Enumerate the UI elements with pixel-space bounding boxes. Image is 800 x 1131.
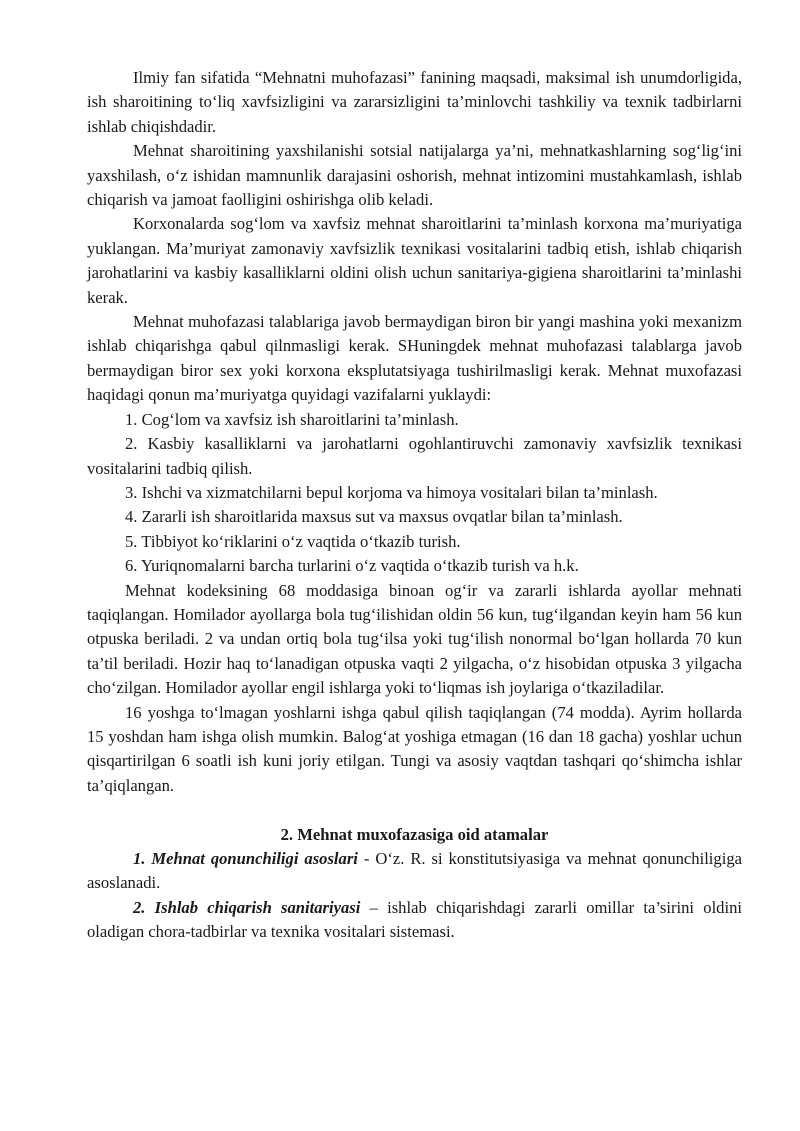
definition-term: 2. Ishlab chiqarish sanitariyasi: [133, 897, 361, 917]
paragraph: 16 yoshga to‘lmagan yoshlarni ishga qabul qilish taqiqlangan (74 modda). Ayrim hollarda 15 yoshdan ham ishga olish mumkin. Balog‘at yoshiga etmagan (16 dan 18 gacha) yoshlar uchun qisqartirilgan 6 soatli ish kuni joriy etilgan. Tungi va asosiy vaqtdan tashqari qo‘shimcha ishlar ta’qiqlangan.: [87, 702, 742, 795]
list-item: 6. Yuriqnomalarni barcha turlarini o‘z vaqtida o‘tkazib turish va h.k.: [125, 556, 579, 576]
definition-item: [87, 847, 742, 896]
list-item: 3. Ishchi va xizmatchilarni bepul korjoma va himoya vositalari bilan ta’minlash.: [125, 482, 658, 502]
paragraph: Ilmiy fan sifatida “Mehnatni muhofazasi” fanining maqsadi, maksimal ish unumdorligida, ish sharoitining to‘liq xavfsizligini va zararsizligini ta’minlovchi tashkiliy va texnik tadbirlarni ishlab chiqishdadir.: [87, 68, 742, 136]
list-item: 2. Kasbiy kasalliklarni va jarohatlarni ogohlantiruvchi zamonaviy xavfsizlik texnikasi vositalarini tadbiq qilish.: [87, 434, 742, 478]
definition-text: – ishlab chiqarishdagi zararli omillar ta’sirini oldini oladigan chora-tadbirlar va texnika vositalari sistemasi.: [87, 897, 742, 942]
paragraph: Mehnat muhofazasi talablariga javob bermaydigan biron bir yangi mashina yoki mexanizm ishlab chiqarishga qabul qilnmasligi kerak. SHuningdek mehnat muhofazasi talablarga javob bermaydigan biror sex yoki korxona eksplutatsiyaga tushirilmasligi kerak. Mehnat muxofazasi haqidagi qonun ma’muriyatga quyidagi vazifalarni yuklaydi:: [87, 312, 742, 405]
definition-text: - O‘z. R. si konstitutsiyasiga va mehnat qonunchiligiga asoslanadi.: [87, 848, 742, 893]
definition-item: [87, 896, 742, 945]
paragraph: Mehnat kodeksining 68 moddasiga binoan og‘ir va zararli ishlarda ayollar mehnati taqiqlangan. Homilador ayollarga bola tug‘ilishidan oldin 56 kun, tug‘ilgandan keyin ham 56 kun otpuska beriladi. 2 va undan ortiq bola tug‘ilsa yoki tug‘ilish nonormal bo‘lgan hollarda 70 kun ta’til beriladi. Hozir haq to‘lanadigan otpuska vaqti 2 yilgacha, o‘z hisobidan otpuska 3 yilgacha cho‘zilgan. Homilador ayollar engil ishlarga yoki to‘liqmas ish joylariga o‘tkaziladilar.: [87, 580, 742, 698]
list-item: 5. Tibbiyot ko‘riklarini o‘z vaqtida o‘tkazib turish.: [125, 531, 461, 551]
list-item: 1. Cog‘lom va xavfsiz ish sharoitlarini ta’minlash.: [125, 409, 459, 429]
definition-term: 1. Mehnat qonunchiligi asoslari: [133, 848, 358, 868]
paragraph: Korxonalarda sog‘lom va xavfsiz mehnat sharoitlarini ta’minlash korxona ma’muriyatiga yuklangan. Ma’muriyat zamonaviy xavfsizlik texnikasi vositalarini tadbiq etish, ishlab chiqarish jarohatlarini va kasbiy kasalliklarni oldini olish uchun sanitariya-gigiena sharoitlarini ta’minlashi kerak.: [87, 214, 742, 307]
document-page: [87, 66, 742, 945]
list-item: 4. Zararli ish sharoitlarida maxsus sut va maxsus ovqatlar bilan ta’minlash.: [125, 507, 623, 527]
paragraph: Mehnat sharoitining yaxshilanishi sotsial natijalarga ya’ni, mehnatkashlarning sog‘lig‘ini yaxshilash, o‘z ishidan mamnunlik darajasini oshorish, mehnat intizomini mustahkamlash, ishlab chiqarish va jamoat faolligini oshirishga olib keladi.: [87, 141, 742, 210]
section-heading: 2. Mehnat muxofazasiga oid atamalar: [280, 824, 549, 844]
